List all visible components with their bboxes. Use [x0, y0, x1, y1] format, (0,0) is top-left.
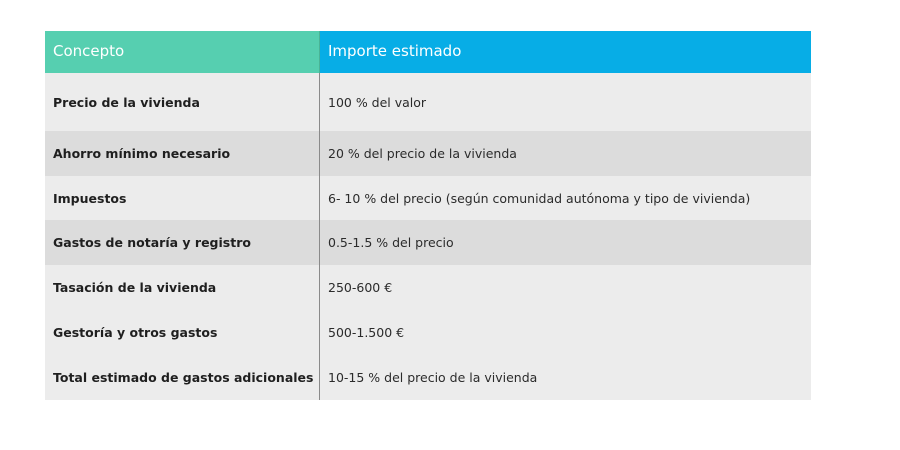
- table-row: [45, 265, 811, 310]
- row-concept: Precio de la vivienda: [45, 73, 320, 131]
- row-amount: 10-15 % del precio de la vivienda: [320, 355, 811, 400]
- row-amount: 20 % del precio de la vivienda: [320, 131, 811, 176]
- table-row: [45, 131, 811, 176]
- header-amount: Importe estimado: [320, 31, 811, 73]
- row-concept: Impuestos: [45, 176, 320, 220]
- table-row: [45, 220, 811, 265]
- row-amount: 100 % del valor: [320, 73, 811, 131]
- table-row: [45, 310, 811, 355]
- row-concept: Gastos de notaría y registro: [45, 220, 320, 265]
- row-amount: 6- 10 % del precio (según comunidad autónoma y tipo de vivienda): [320, 176, 811, 220]
- table-header-row: [45, 31, 811, 73]
- table-row: [45, 73, 811, 131]
- row-concept: Gestoría y otros gastos: [45, 310, 320, 355]
- table-row: [45, 355, 811, 400]
- row-concept: Total estimado de gastos adicionales: [45, 355, 320, 400]
- row-amount: 250-600 €: [320, 265, 811, 310]
- row-amount: 0.5-1.5 % del precio: [320, 220, 811, 265]
- table-row: [45, 176, 811, 220]
- row-concept: Ahorro mínimo necesario: [45, 131, 320, 176]
- row-concept: Tasación de la vivienda: [45, 265, 320, 310]
- row-amount: 500-1.500 €: [320, 310, 811, 355]
- header-concept: Concepto: [45, 31, 320, 73]
- cost-table: [45, 31, 811, 400]
